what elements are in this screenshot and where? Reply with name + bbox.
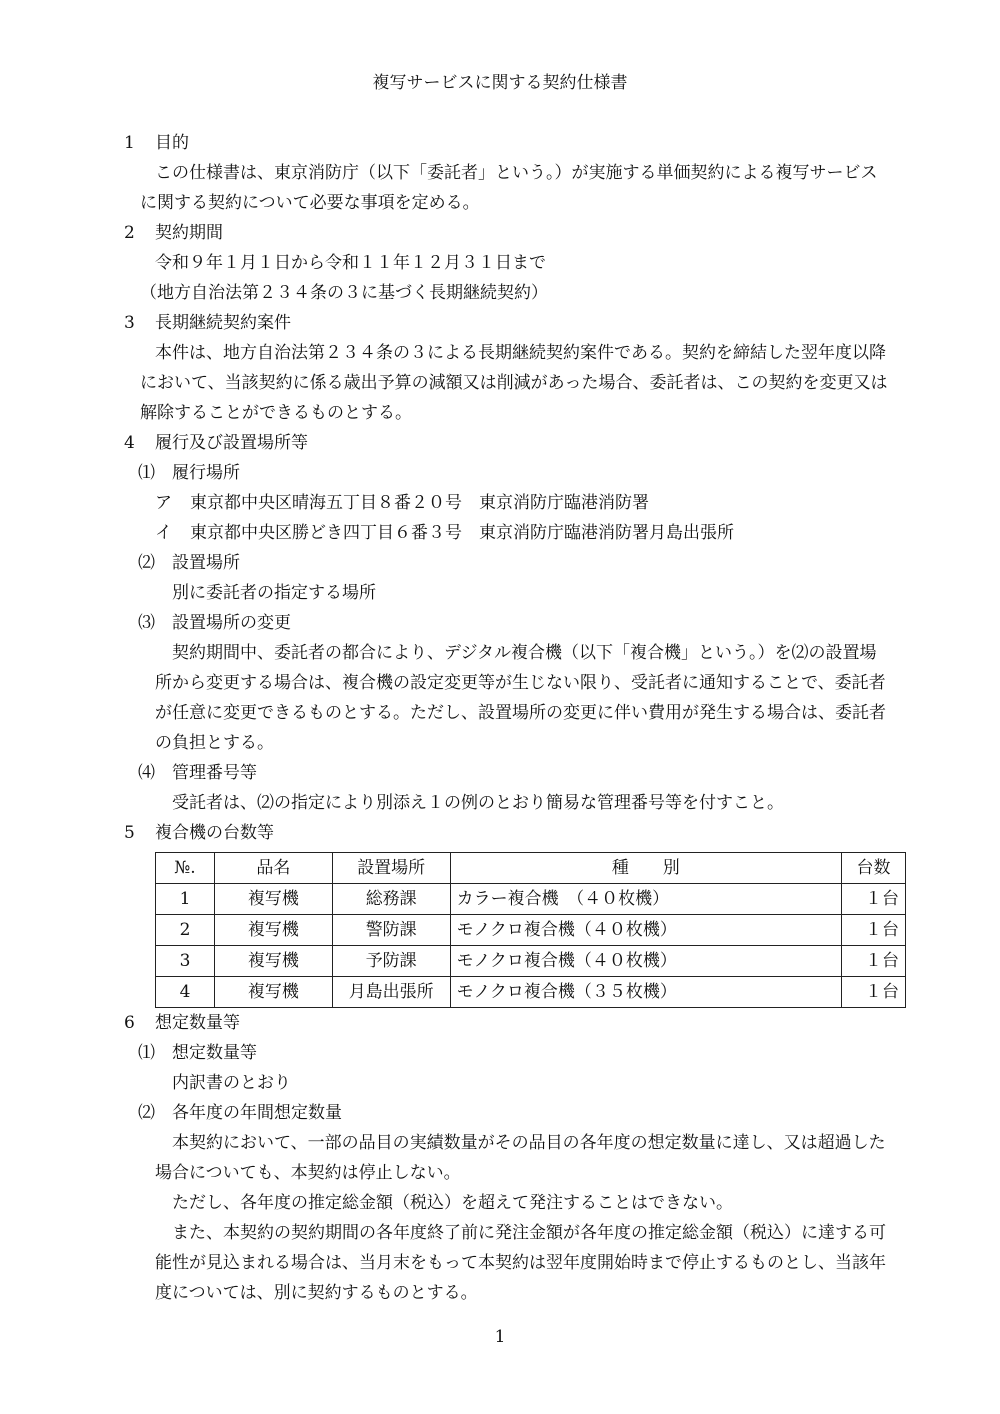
- section-1-text-line-1: この仕様書は、東京消防庁（以下「委託者」という。）が実施する単価契約による複写サービス: [155, 163, 878, 183]
- table-row: [156, 946, 906, 977]
- section-4-3-text-line-1: 契約期間中、委託者の都合により、デジタル複合機（以下「複合機」という。）を⑵の設置場: [172, 643, 877, 663]
- table-row: [156, 977, 906, 1008]
- section-4-3-text-line-4: の負担とする。: [155, 733, 274, 753]
- section-6-number: 6: [124, 1013, 135, 1033]
- cell-name: 複写機: [214, 884, 332, 915]
- cell-name: 複写機: [214, 915, 332, 946]
- section-4-3-number: ⑶: [138, 613, 155, 633]
- section-3-text-line-1: 本件は、地方自治法第２３４条の３による長期継続契約案件である。契約を締結した翌年度以降: [155, 343, 886, 363]
- header-name: 品名: [214, 853, 332, 884]
- cell-count: １台: [842, 915, 906, 946]
- section-4-4-heading: 管理番号等: [172, 763, 257, 783]
- location-item-a-text: 東京都中央区晴海五丁目８番２０号 東京消防庁臨港消防署: [190, 493, 649, 513]
- header-place: 設置場所: [332, 853, 450, 884]
- section-6-1-heading: 想定数量等: [172, 1043, 257, 1063]
- document-title: 複写サービスに関する契約仕様書: [372, 73, 628, 93]
- section-1-heading: 目的: [155, 133, 189, 153]
- section-4-1-number: ⑴: [138, 463, 155, 483]
- cell-count: １台: [842, 977, 906, 1008]
- cell-kind: モノクロ複合機（４０枚機）: [450, 946, 841, 977]
- section-6-1-number: ⑴: [138, 1043, 155, 1063]
- cell-place: 予防課: [332, 946, 450, 977]
- section-6-1-text: 内訳書のとおり: [172, 1073, 291, 1093]
- cell-place: 総務課: [332, 884, 450, 915]
- section-2-text-line-2: （地方自治法第２３４条の３に基づく長期継続契約）: [140, 283, 548, 303]
- cell-kind: モノクロ複合機（４０枚機）: [450, 915, 841, 946]
- section-3-number: 3: [124, 313, 135, 333]
- header-kind: 種 別: [450, 853, 841, 884]
- cell-no: 1: [156, 884, 215, 915]
- section-1-text-line-2: に関する契約について必要な事項を定める。: [140, 193, 480, 213]
- section-5-heading: 複合機の台数等: [155, 823, 274, 843]
- section-4-3-text-line-2: 所から変更する場合は、複合機の設定変更等が生じない限り、受託者に通知することで、委託者: [155, 673, 886, 693]
- section-3-text-line-2: において、当該契約に係る歳出予算の減額又は削減があった場合、委託者は、この契約を変更又は: [140, 373, 888, 393]
- section-6-2-text-line-4: また、本契約の契約期間の各年度終了前に発注金額が各年度の推定総金額（税込）に達する可: [172, 1223, 886, 1243]
- section-4-3-text-line-3: が任意に変更できるものとする。ただし、設置場所の変更に伴い費用が発生する場合は、委託者: [155, 703, 886, 723]
- cell-kind: カラー複合機 （４０枚機）: [450, 884, 841, 915]
- section-4-2-number: ⑵: [138, 553, 155, 573]
- section-3-text-line-3: 解除することができるものとする。: [140, 403, 412, 423]
- header-no: №.: [156, 853, 215, 884]
- section-5-number: 5: [124, 823, 135, 843]
- table-header-row: [156, 853, 906, 884]
- cell-name: 複写機: [214, 977, 332, 1008]
- section-6-heading: 想定数量等: [155, 1013, 240, 1033]
- section-2-heading: 契約期間: [155, 223, 223, 243]
- section-4-4-text: 受託者は、⑵の指定により別添え１の例のとおり簡易な管理番号等を付すこと。: [172, 793, 784, 813]
- cell-no: 3: [156, 946, 215, 977]
- section-4-number: 4: [124, 433, 135, 453]
- section-6-2-heading: 各年度の年間想定数量: [172, 1103, 342, 1123]
- section-2-text-line-1: 令和９年１月１日から令和１１年１２月３１日まで: [155, 253, 546, 273]
- location-item-i-text: 東京都中央区勝どき四丁目６番３号 東京消防庁臨港消防署月島出張所: [190, 523, 734, 543]
- cell-name: 複写機: [214, 946, 332, 977]
- section-4-2-heading: 設置場所: [172, 553, 240, 573]
- location-item-i-mark: イ: [155, 523, 172, 543]
- section-4-heading: 履行及び設置場所等: [155, 433, 308, 453]
- header-count: 台数: [842, 853, 906, 884]
- cell-count: １台: [842, 884, 906, 915]
- section-1-number: 1: [124, 133, 135, 153]
- table-row: [156, 915, 906, 946]
- location-item-a-mark: ア: [155, 493, 172, 513]
- section-4-1-heading: 履行場所: [172, 463, 240, 483]
- cell-place: 月島出張所: [332, 977, 450, 1008]
- table-row: [156, 884, 906, 915]
- cell-no: 2: [156, 915, 215, 946]
- section-6-2-text-line-6: 度については、別に契約するものとする。: [155, 1283, 478, 1303]
- cell-count: １台: [842, 946, 906, 977]
- cell-place: 警防課: [332, 915, 450, 946]
- cell-kind: モノクロ複合機（３５枚機）: [450, 977, 841, 1008]
- section-6-2-text-line-5: 能性が見込まれる場合は、当月末をもって本契約は翌年度開始時まで停止するものとし、当該年: [155, 1253, 886, 1273]
- section-3-heading: 長期継続契約案件: [155, 313, 291, 333]
- section-4-2-text: 別に委託者の指定する場所: [172, 583, 376, 603]
- section-6-2-text-line-2: 場合についても、本契約は停止しない。: [155, 1163, 461, 1183]
- section-2-number: 2: [124, 223, 135, 243]
- cell-no: 4: [156, 977, 215, 1008]
- section-4-4-number: ⑷: [138, 763, 155, 783]
- page-number: 1: [494, 1327, 506, 1347]
- section-6-2-number: ⑵: [138, 1103, 155, 1123]
- section-6-2-text-line-1: 本契約において、一部の品目の実績数量がその品目の各年度の想定数量に達し、又は超過した: [172, 1133, 886, 1153]
- copier-table: [155, 852, 906, 1008]
- section-6-2-text-line-3: ただし、各年度の推定総金額（税込）を超えて発注することはできない。: [172, 1193, 733, 1213]
- section-4-3-heading: 設置場所の変更: [172, 613, 291, 633]
